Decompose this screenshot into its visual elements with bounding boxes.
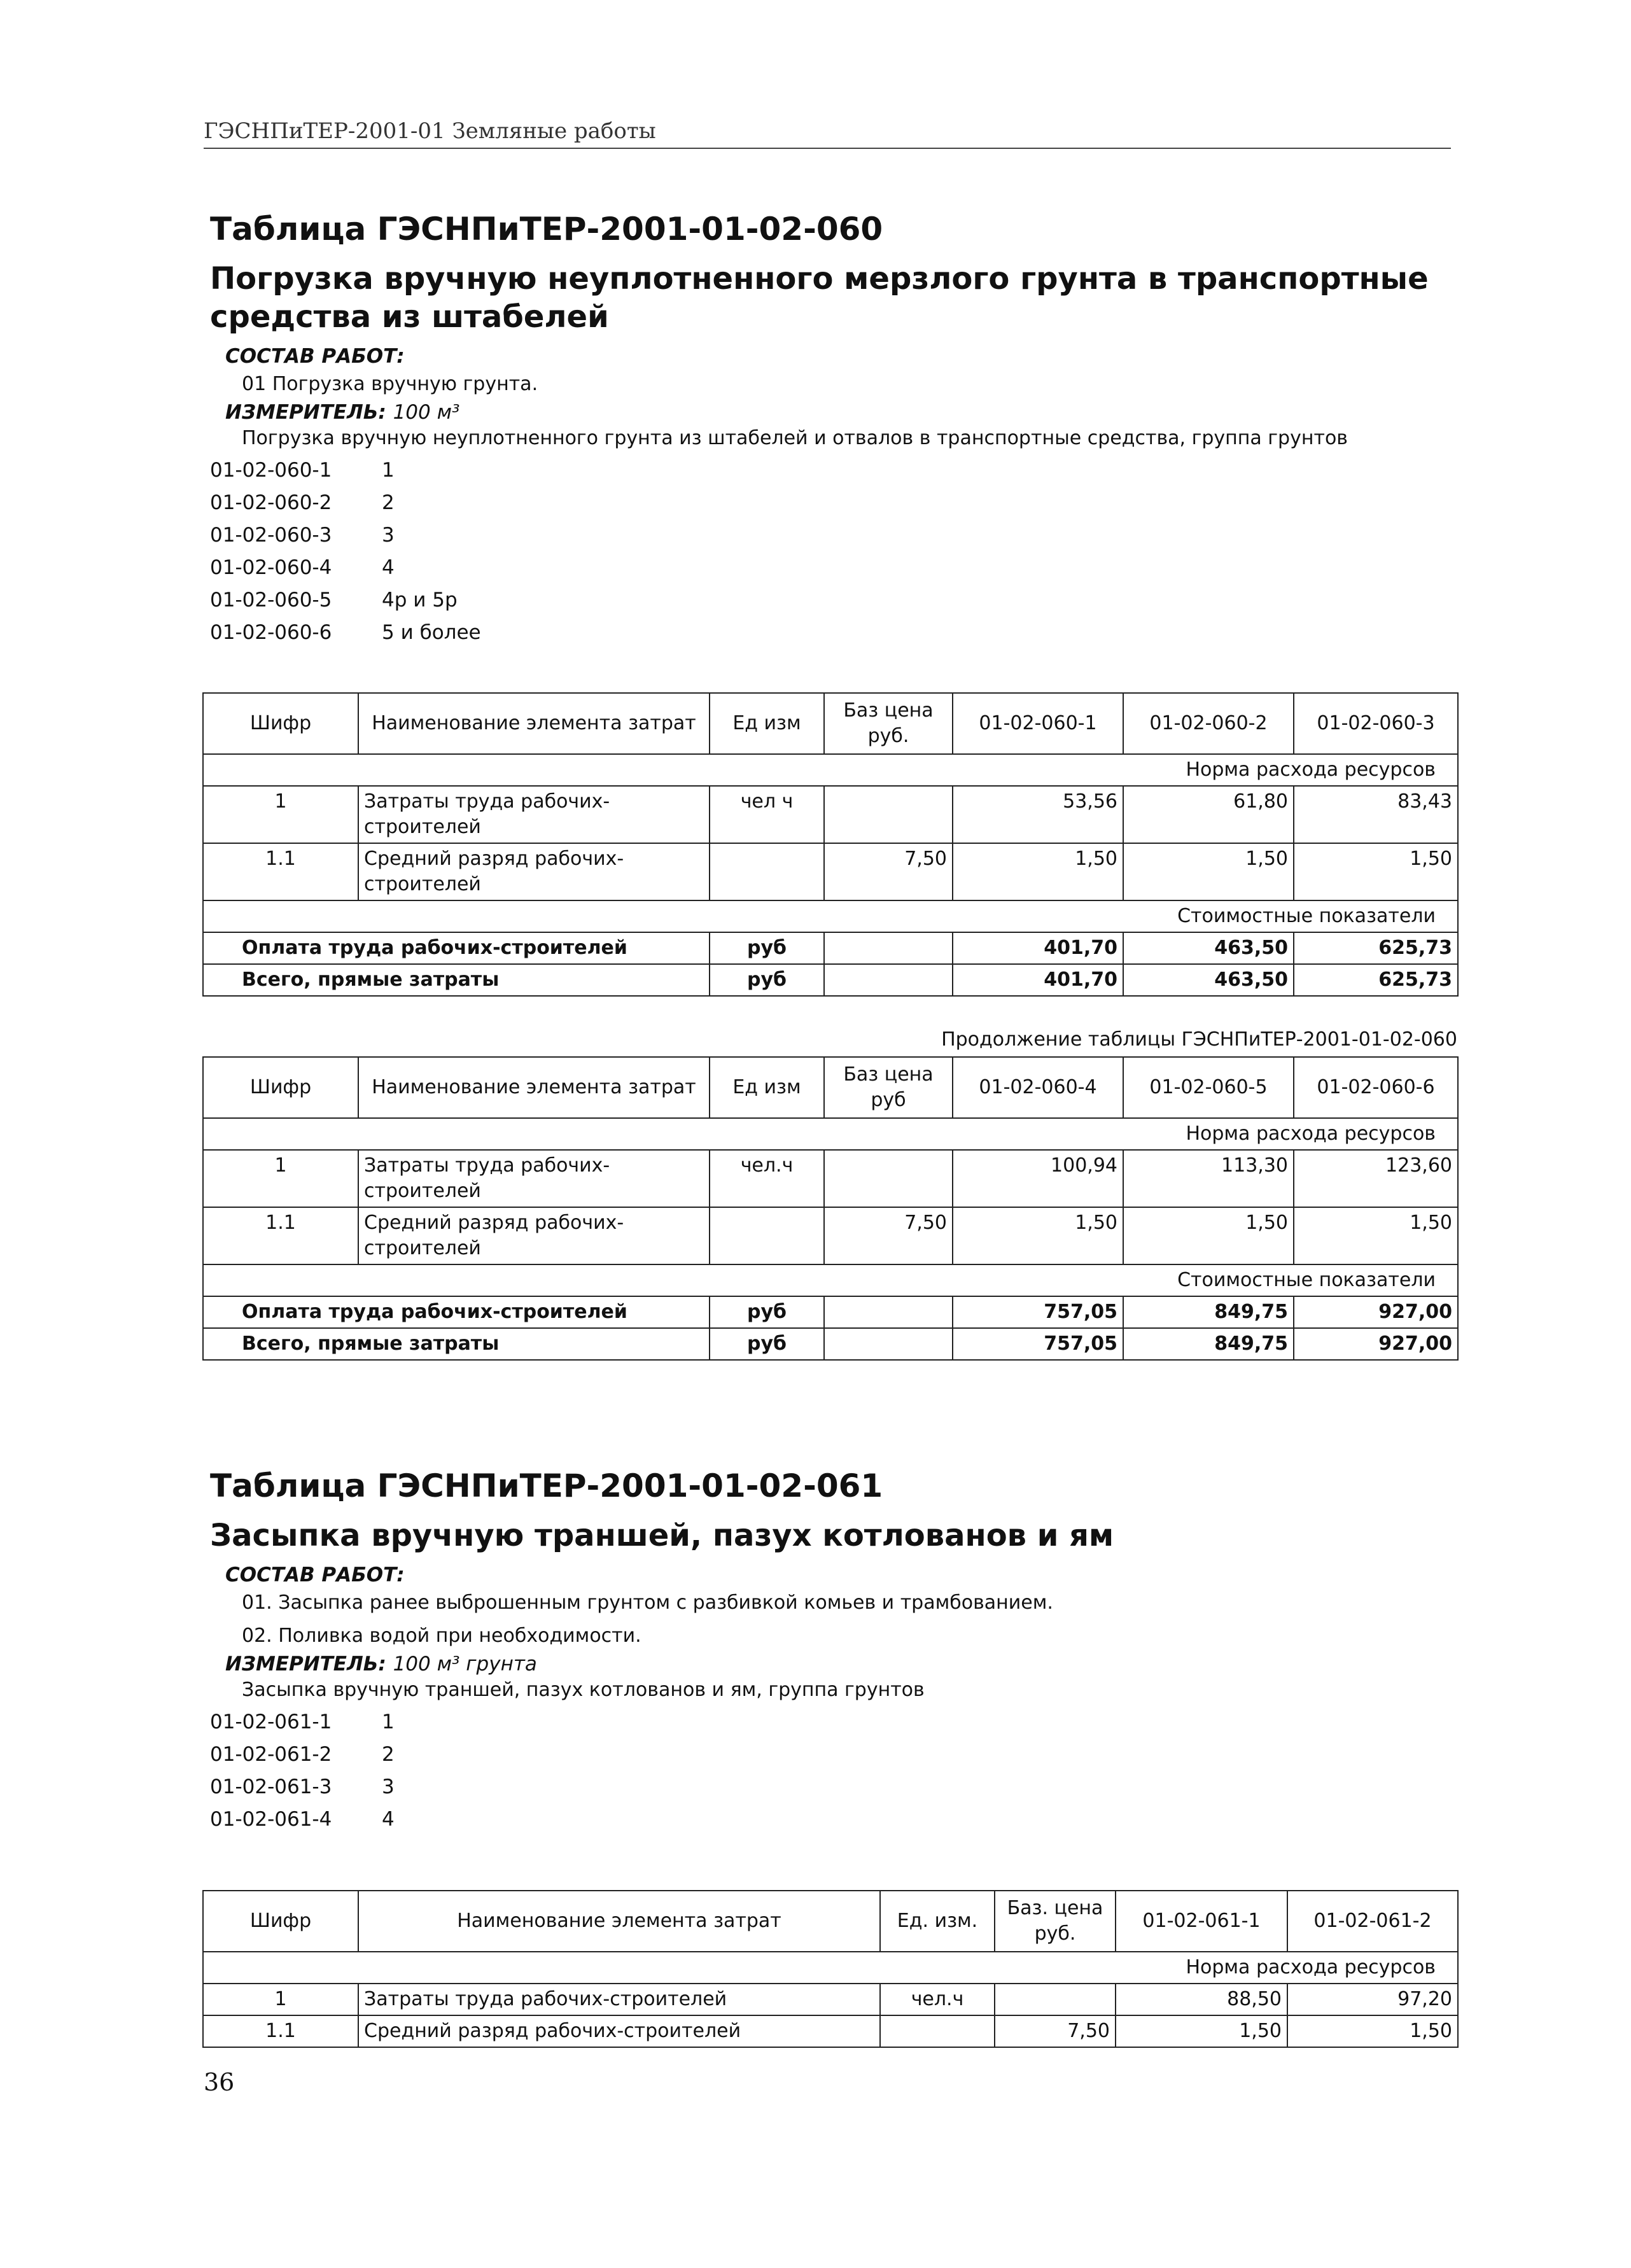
total-row (203, 932, 1458, 964)
meter-label: ИЗМЕРИТЕЛЬ: (225, 1653, 386, 1676)
total-value: 463,50 (1123, 932, 1294, 964)
code-row (210, 1706, 1457, 1739)
code: 01-02-061-2 (210, 1743, 332, 1766)
row-price: 7,50 (824, 1207, 953, 1264)
code-list (210, 454, 1457, 649)
code-row (210, 1771, 1457, 1803)
row-value: 1,50 (953, 1207, 1123, 1264)
norm-table-060-part2 (202, 1056, 1459, 1361)
section-cost: Стоимостные показатели (203, 900, 1458, 932)
soil-group: 2 (382, 491, 395, 514)
header-cell: Наименование элемента затрат (358, 1057, 710, 1118)
total-value: 401,70 (953, 964, 1123, 996)
meter-line (225, 401, 1457, 424)
row-price: 7,50 (824, 843, 953, 900)
row-name: Средний разряд рабочих-строителей (358, 1207, 710, 1264)
code-row (210, 519, 1457, 552)
norm-table-060-part1 (202, 692, 1459, 997)
table-061-title: Таблица ГЭСНПиТЕР-2001-01-02-061 (210, 1467, 883, 1504)
section-row (203, 1952, 1458, 1984)
row-value: 1,50 (1287, 2015, 1458, 2047)
soil-group: 4 (382, 556, 395, 579)
section-row (203, 1118, 1458, 1150)
table-060-subtitle: Погрузка вручную неуплотненного мерзлого грунта в транспортные средства из штабелей (210, 261, 1429, 335)
row-name: Затраты труда рабочих-строителей (358, 1984, 880, 2015)
code: 01-02-060-3 (210, 524, 332, 547)
row-value: 1,50 (953, 843, 1123, 900)
total-name: Оплата труда рабочих-строителей (203, 1296, 710, 1328)
total-value: 849,75 (1123, 1296, 1294, 1328)
row-value: 1,50 (1116, 2015, 1287, 2047)
row-price (824, 1150, 953, 1207)
code: 01-02-060-5 (210, 589, 332, 612)
composition-item: 01. Засыпка ранее выброшенным грунтом с разбивкой комьев и трамбованием. (242, 1592, 1053, 1614)
soil-group: 2 (382, 1743, 395, 1766)
header-cell: 01-02-060-3 (1294, 693, 1458, 754)
row-price (824, 786, 953, 843)
continuation-note: Продолжение таблицы ГЭСНПиТЕР-2001-01-02-060 (941, 1028, 1457, 1051)
row-price: 7,50 (995, 2015, 1116, 2047)
code-row (210, 617, 1457, 649)
table-row (203, 1984, 1458, 2015)
table-row (203, 2015, 1458, 2047)
total-value: 625,73 (1294, 932, 1458, 964)
row-value: 1,50 (1123, 1207, 1294, 1264)
code: 01-02-061-3 (210, 1775, 332, 1798)
row-value: 100,94 (953, 1150, 1123, 1207)
empty-cell (824, 1328, 953, 1360)
header-cell: 01-02-060-4 (953, 1057, 1123, 1118)
header-cell: 01-02-060-1 (953, 693, 1123, 754)
total-value: 927,00 (1294, 1296, 1458, 1328)
row-value: 1,50 (1294, 1207, 1458, 1264)
total-name: Всего, прямые затраты (203, 964, 710, 996)
composition-label: СОСТАВ РАБОТ: (225, 1564, 405, 1586)
row-value: 83,43 (1294, 786, 1458, 843)
row-value: 1,50 (1294, 843, 1458, 900)
code: 01-02-060-4 (210, 556, 332, 579)
section-row (203, 900, 1458, 932)
code-row (210, 552, 1457, 584)
total-value: 463,50 (1123, 964, 1294, 996)
section-row (203, 754, 1458, 786)
table-row (203, 1150, 1458, 1207)
total-unit: руб (710, 932, 824, 964)
total-unit: руб (710, 1296, 824, 1328)
row-name: Затраты труда рабочих-строителей (358, 1150, 710, 1207)
total-row (203, 1296, 1458, 1328)
section-norm: Норма расхода ресурсов (203, 1118, 1458, 1150)
total-value: 849,75 (1123, 1328, 1294, 1360)
total-row (203, 1328, 1458, 1360)
table-061-subtitle: Засыпка вручную траншей, пазух котлованов и ям (210, 1518, 1114, 1553)
header-cell: Ед изм (710, 1057, 824, 1118)
table-060-title: Таблица ГЭСНПиТЕР-2001-01-02-060 (210, 211, 883, 248)
soil-group: 4 (382, 1808, 395, 1831)
row-value: 1,50 (1123, 843, 1294, 900)
total-row (203, 964, 1458, 996)
empty-cell (824, 964, 953, 996)
table-header-row (203, 1057, 1458, 1118)
total-name: Всего, прямые затраты (203, 1328, 710, 1360)
row-unit (710, 843, 824, 900)
row-code: 1 (203, 786, 358, 843)
composition-label: СОСТАВ РАБОТ: (225, 345, 405, 368)
page-number: 36 (204, 2068, 235, 2096)
header-cell: 01-02-060-5 (1123, 1057, 1294, 1118)
table-row (203, 786, 1458, 843)
work-description: Засыпка вручную траншей, пазух котлованов и ям, группа грунтов (242, 1679, 925, 1701)
meter-value: 100 м³ грунта (393, 1653, 537, 1676)
header-cell: Баз цена руб. (824, 693, 953, 754)
code: 01-02-061-4 (210, 1808, 332, 1831)
row-value: 61,80 (1123, 786, 1294, 843)
header-cell: 01-02-061-1 (1116, 1891, 1287, 1952)
header-cell: Баз. цена руб. (995, 1891, 1116, 1952)
row-name: Затраты труда рабочих-строителей (358, 786, 710, 843)
row-code: 1 (203, 1984, 358, 2015)
meter-label: ИЗМЕРИТЕЛЬ: (225, 401, 386, 424)
total-value: 757,05 (953, 1296, 1123, 1328)
soil-group: 1 (382, 459, 395, 482)
header-cell: 01-02-061-2 (1287, 1891, 1458, 1952)
header-cell: Шифр (203, 1057, 358, 1118)
header-cell: Наименование элемента затрат (358, 1891, 880, 1952)
code: 01-02-060-2 (210, 491, 332, 514)
empty-cell (824, 1296, 953, 1328)
row-code: 1.1 (203, 843, 358, 900)
section-cost: Стоимостные показатели (203, 1264, 1458, 1296)
composition-item: 02. Поливка водой при необходимости. (242, 1625, 641, 1647)
header-cell: Шифр (203, 693, 358, 754)
total-value: 927,00 (1294, 1328, 1458, 1360)
code: 01-02-061-1 (210, 1711, 332, 1733)
code-row (210, 1803, 1457, 1836)
composition-item: 01 Погрузка вручную грунта. (242, 373, 538, 395)
section-norm: Норма расхода ресурсов (203, 1952, 1458, 1984)
meter-value: 100 м³ (393, 401, 460, 424)
row-price (995, 1984, 1116, 2015)
norm-table-061 (202, 1890, 1459, 2048)
header-cell: Наименование элемента затрат (358, 693, 710, 754)
soil-group: 4р и 5р (382, 589, 458, 612)
header-cell: Шифр (203, 1891, 358, 1952)
row-value: 97,20 (1287, 1984, 1458, 2015)
code-list (210, 1706, 1457, 1836)
code-row (210, 454, 1457, 487)
header-cell: 01-02-060-2 (1123, 693, 1294, 754)
total-value: 401,70 (953, 932, 1123, 964)
row-name: Средний разряд рабочих-строителей (358, 843, 710, 900)
code-row (210, 584, 1457, 617)
total-name: Оплата труда рабочих-строителей (203, 932, 710, 964)
work-description: Погрузка вручную неуплотненного грунта из штабелей и отвалов в транспортные средства, группа грунтов (242, 427, 1348, 449)
row-code: 1.1 (203, 1207, 358, 1264)
row-name: Средний разряд рабочих-строителей (358, 2015, 880, 2047)
row-value: 53,56 (953, 786, 1123, 843)
total-unit: руб (710, 964, 824, 996)
row-code: 1 (203, 1150, 358, 1207)
code: 01-02-060-6 (210, 621, 332, 644)
row-unit: чел ч (710, 786, 824, 843)
total-value: 757,05 (953, 1328, 1123, 1360)
empty-cell (824, 932, 953, 964)
row-unit: чел.ч (710, 1150, 824, 1207)
header-cell: Ед. изм. (880, 1891, 995, 1952)
header-cell: Ед изм (710, 693, 824, 754)
total-unit: руб (710, 1328, 824, 1360)
soil-group: 3 (382, 524, 395, 547)
table-row (203, 1207, 1458, 1264)
header-cell: Баз цена руб (824, 1057, 953, 1118)
row-value: 113,30 (1123, 1150, 1294, 1207)
section-row (203, 1264, 1458, 1296)
table-row (203, 843, 1458, 900)
soil-group: 5 и более (382, 621, 481, 644)
code-row (210, 1739, 1457, 1771)
row-value: 88,50 (1116, 1984, 1287, 2015)
section-norm: Норма расхода ресурсов (203, 754, 1458, 786)
row-unit: чел.ч (880, 1984, 995, 2015)
table-061-intro (210, 1467, 1457, 1836)
code: 01-02-060-1 (210, 459, 332, 482)
meter-line (225, 1653, 1457, 1676)
total-value: 625,73 (1294, 964, 1458, 996)
row-unit (710, 1207, 824, 1264)
row-unit (880, 2015, 995, 2047)
soil-group: 1 (382, 1711, 395, 1733)
header-cell: 01-02-060-6 (1294, 1057, 1458, 1118)
soil-group: 3 (382, 1775, 395, 1798)
table-060-intro (210, 210, 1457, 649)
table-header-row (203, 1891, 1458, 1952)
code-row (210, 487, 1457, 519)
running-head: ГЭСНПиТЕР-2001-01 Земляные работы (204, 118, 1451, 149)
row-code: 1.1 (203, 2015, 358, 2047)
row-value: 123,60 (1294, 1150, 1458, 1207)
table-header-row (203, 693, 1458, 754)
